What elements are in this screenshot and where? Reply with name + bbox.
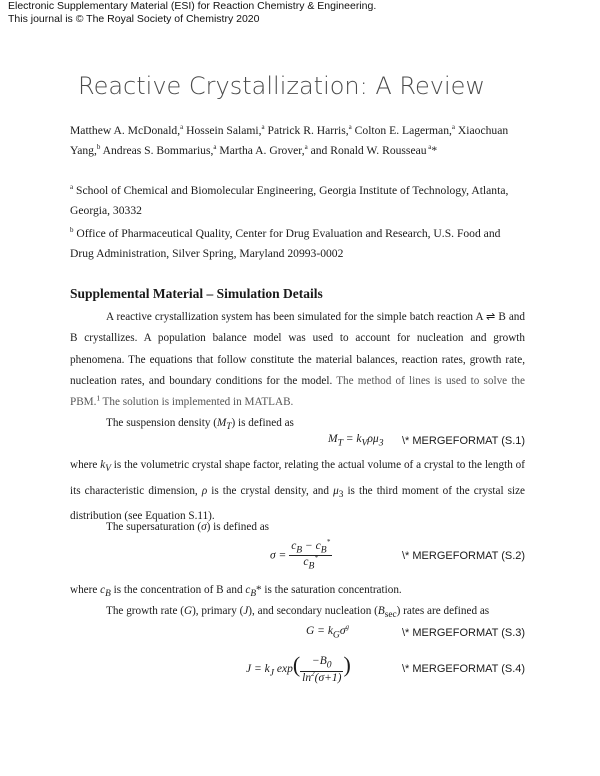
affiliation-b-line-2: Drug Administration, Silver Spring, Maryland 20993-0002	[70, 247, 344, 260]
header-line-2: This journal is © The Royal Society of Chemistry 2020	[8, 13, 260, 25]
author-list	[70, 121, 530, 161]
section-heading: Supplemental Material – Simulation Details	[70, 286, 323, 301]
equation-s3: $G = k_G\sigma^g$	[306, 623, 350, 641]
paragraph-s2-definitions: where $c_B$ is the concentration of B and $c_B*$ is the saturation concentration.	[70, 584, 402, 600]
paragraph-supersaturation: The supersaturation (σ) is defined as	[106, 521, 270, 533]
equation-s4-label: \* MERGEFORMAT (S.4)	[402, 663, 526, 675]
affiliation-a-line-1: School of Chemical and Biomolecular Engineering, Georgia Institute of Technology, Atlanta,	[76, 184, 509, 197]
paragraph-rates: The growth rate (G), primary (J), and secondary nucleation $(B_{sec})$ rates are defined as	[106, 605, 490, 621]
paragraph-s1-definitions: where $k_V$ is the volumetric crystal shape factor, relating the actual volume of a crystal to the length of its characteristic dimension, ρ is the crystal density, and $\mu_3$ is the third moment of the crystal size distribution (see Equation S.11).	[70, 459, 526, 523]
journal-header	[8, 0, 376, 26]
affiliation-b: $^b$ Office of Pharmaceutical Quality, Center for Drug Evaluation and Research, U.S. Food and Drug Administration, Silver Spring, Maryland 20993-0002	[70, 224, 540, 264]
header-line-1: Electronic Supplementary Material (ESI) for Reaction Chemistry & Engineering.	[8, 0, 377, 12]
equation-s4: $J = k_J$ exp( $\frac{-B_0}{\ln^2(\sigma+1)}$ )	[246, 652, 351, 684]
equation-s1-label: \* MERGEFORMAT (S.1)	[402, 435, 526, 447]
page-title: Reactive Crystallization: A Review	[77, 72, 486, 100]
equation-s1: $M_T = k_V\rho\mu_3$	[328, 433, 384, 449]
affiliation-a: $^a$ School of Chemical and Biomolecular Engineering, Georgia Institute of Technology, Atlanta, Georgia, 30332	[70, 181, 540, 221]
equation-s3-label: \* MERGEFORMAT (S.3)	[402, 627, 526, 639]
author-line-1: Matthew A. McDonald,$^a$ Hossein Salami,$^a$ Patrick R. Harris,$^a$ Colton E. Lagerman,$^a$ Xiaochuan	[70, 123, 509, 137]
affiliation-b-line-1: Office of Pharmaceutical Quality, Center for Drug Evaluation and Research, U.S. Food and	[76, 227, 501, 240]
paragraph-intro: A reactive crystallization system has been simulated for the simple batch reaction A ⇌ B and B crystallizes. A population balance model was used to account for nucleation and growth phenomena. The equations that follow constitute the material balances, reaction rates, growth rate, nucleation rates, and boundary conditions for the model. The method of lines is used to solve the PBM.$^1$ The solution is implemented in MATLAB.	[70, 311, 525, 409]
equation-s2-label: \* MERGEFORMAT (S.2)	[402, 550, 526, 562]
author-line-2: Yang,$^b$ Andreas S. Bommarius,$^a$ Martha A. Grover,$^a$ and Ronald W. Rousseau $^a$*	[70, 143, 438, 157]
affiliation-a-line-2: Georgia, 30332	[70, 204, 142, 217]
paragraph-suspension-density: The suspension density $(M_T)$ is defined as	[106, 417, 294, 433]
equation-s2: σ = $\frac{c_B - c_B^*}{c_B^*}$	[270, 538, 331, 572]
